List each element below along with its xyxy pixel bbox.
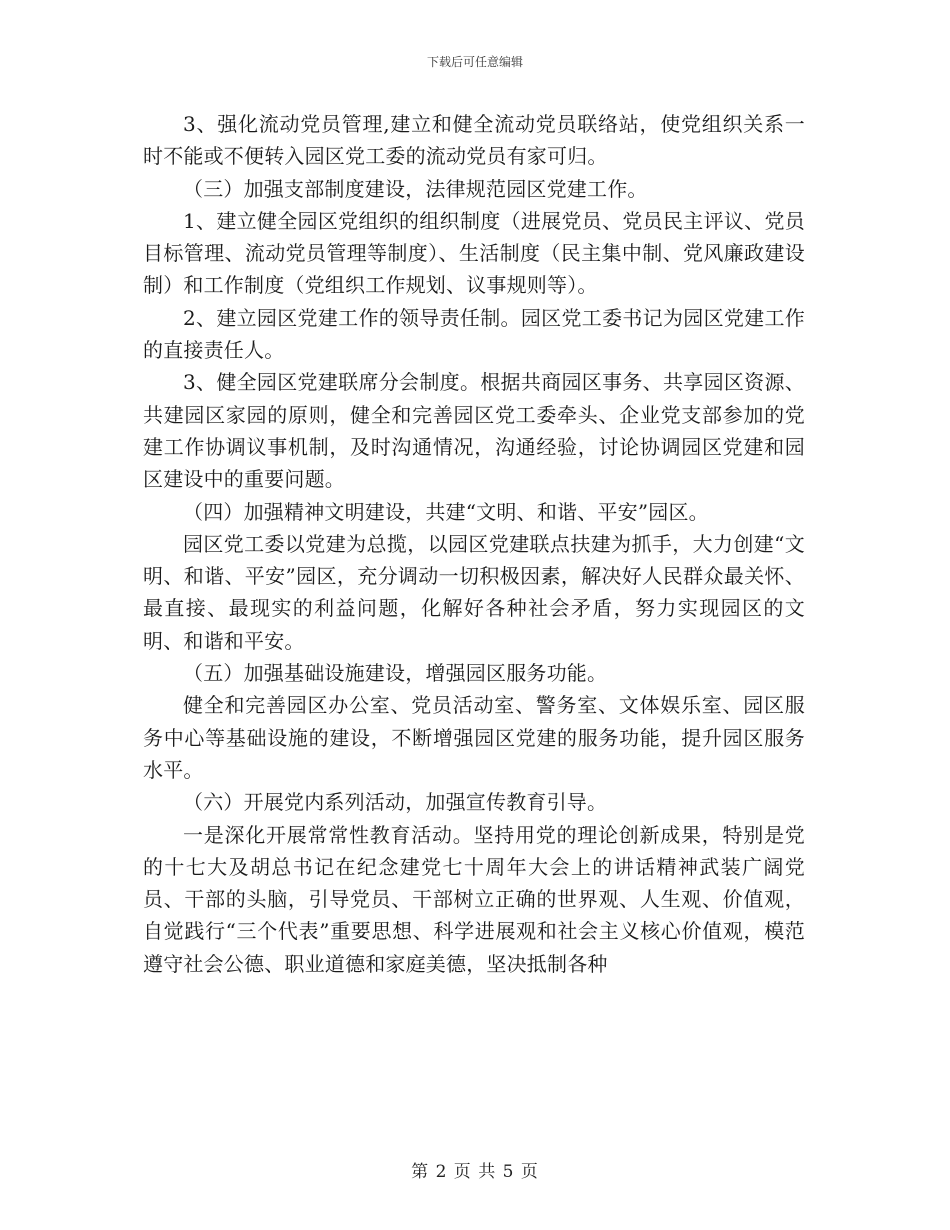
- paragraph: 一是深化开展常常性教育活动。坚持用党的理论创新成果，特别是党的十七大及胡总书记在纪念建党七十周年大会上的讲话精神武装广阔党员、干部的头脑，引导党员、干部树立正确的世界观、人生观、价值观，自觉践行“三个代表”重要思想、科学进展观和社会主义核心价值观，模范遵守社会公德、职业道德和家庭美德，坚决抵制各种: [143, 822, 805, 976]
- section-heading: （五）加强基础设施建设，增强园区服务功能。: [183, 661, 608, 686]
- paragraph: 健全和完善园区办公室、党员活动室、警务室、文体娱乐室、园区服务中心等基础设施的建设，不断增强园区党建的服务功能，提升园区服务水平。: [143, 693, 805, 782]
- section-heading: （四）加强精神文明建设，共建“文明、和谐、平安”园区。: [183, 499, 709, 524]
- paragraph: 2、建立园区党建工作的领导责任制。园区党工委书记为园区党建工作的直接责任人。: [143, 305, 805, 363]
- page-header-note: 下载后可任意编辑: [426, 55, 523, 69]
- section-heading: （六）开展党内系列活动，加强宣传教育引导。: [183, 790, 608, 815]
- paragraph: 3、强化流动党员管理,建立和健全流动党员联络站，使党组织关系一时不能或不便转入园区党工委的流动党员有家可归。: [143, 112, 805, 169]
- section-heading: （三）加强支部制度建设，法律规范园区党建工作。: [183, 176, 648, 201]
- page-number-footer: 第 2 页 共 5 页: [411, 1162, 539, 1182]
- document-body: [143, 108, 805, 980]
- paragraph: 园区党工委以党建为总揽，以园区党建联点扶建为抓手，大力创建“文明、和谐、平安”园区，充分调动一切积极因素，解决好人民群众最关怀、最直接、最现实的利益问题，化解好各种社会矛盾，努力实现园区的文明、和谐和平安。: [143, 531, 805, 653]
- paragraph: 3、健全园区党建联席分会制度。根据共商园区事务、共享园区资源、共建园区家园的原则，健全和完善园区党工委牵头、企业党支部参加的党建工作协调议事机制，及时沟通情况，沟通经验，讨论协调园区党建和园区建设中的重要问题。: [143, 370, 805, 492]
- paragraph: 1、建立健全园区党组织的组织制度（进展党员、党员民主评议、党员目标管理、流动党员管理等制度）、生活制度（民主集中制、党风廉政建设制）和工作制度（党组织工作规划、议事规则等）。: [143, 208, 805, 298]
